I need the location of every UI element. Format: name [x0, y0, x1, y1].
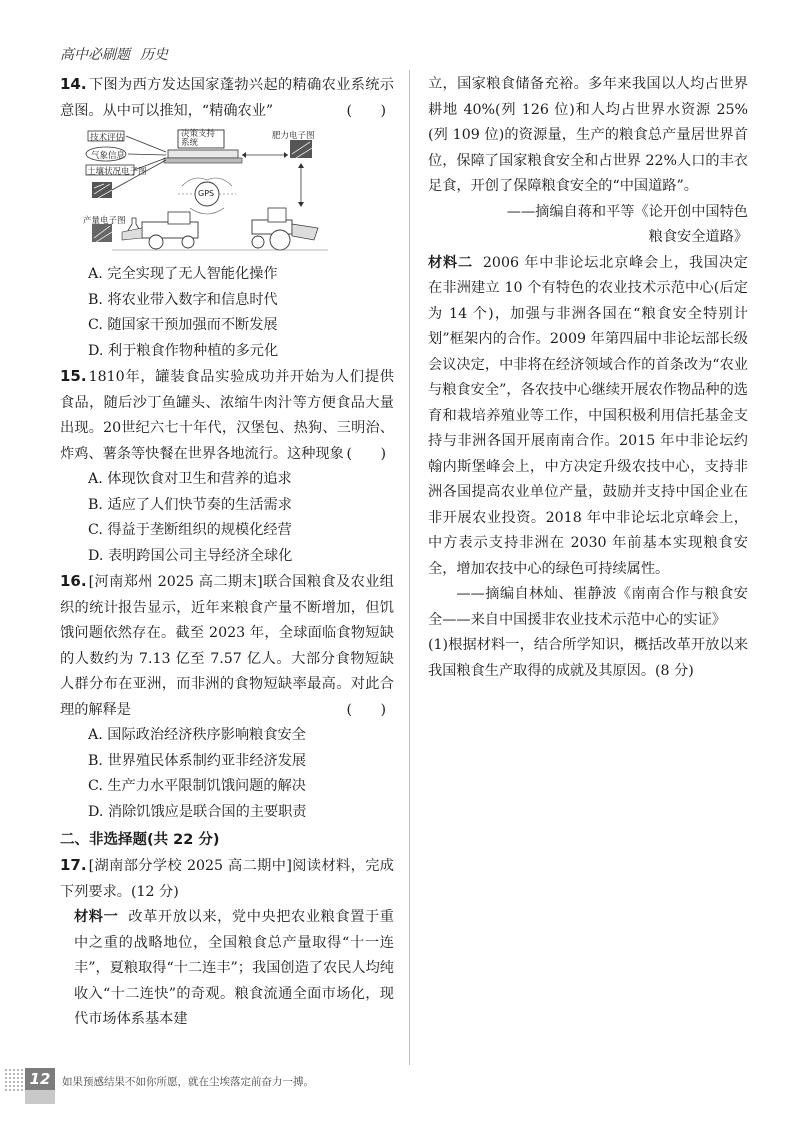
footer-motto: 如果预感结果不如你所愿，就在尘埃落定前奋力一搏。: [62, 1076, 314, 1088]
material-2-source: ——摘编自林灿、崔静波《南南合作与粮食安全——来自中国援非农业技术示范中心的实证》: [428, 586, 748, 628]
question-17: [60, 853, 394, 1033]
book-title: 高中必刷题: [60, 47, 130, 63]
answer-bracket: ( ): [346, 102, 386, 119]
material-1-source-line-1: ——摘编自蒋和平等《论开创中国特色: [506, 203, 748, 220]
question-17-stem: 17. [湖南部分学校 2025 高二期中]阅读材料，完成下列要求。(12 分): [60, 856, 394, 900]
question-number: 15.: [60, 367, 87, 385]
option-a: A. 体现饮食对卫生和营养的追求: [88, 471, 292, 487]
option-d: D. 利于粮食作物种植的多元化: [88, 342, 279, 359]
material-label: 材料二: [428, 254, 473, 271]
left-column: [60, 72, 394, 1033]
running-header: [60, 44, 168, 64]
label-tech-eval: 技术评估: [90, 133, 125, 143]
label-yield-map: 产量电子图: [83, 216, 126, 226]
question-number: 14.: [60, 75, 87, 93]
option-b: B. 适应了人们快节奏的生活需求: [88, 496, 292, 513]
section-title: 二、非选择题(共 22 分): [60, 832, 220, 848]
option-c: C. 生产力水平限制饥饿问题的解决: [88, 778, 306, 794]
footer-dot-pattern: [4, 1068, 24, 1092]
option-c: C. 得益于垄断组织的规模化经营: [88, 522, 292, 538]
question-16-stem: 16. [河南郑州 2025 高二期末]联合国粮食及农业组织的统计报告显示，近年来粮食产量不断增加，但饥饿问题依然存在。截至 2023 年，全球面临食物短缺的人数约为 7.13 亿至 7.57 亿人。大部分食物短缺人群分布在亚洲，而非洲的食物短缺率最高。对此合理的解释是 ( ): [60, 569, 394, 723]
question-15: [60, 364, 394, 569]
label-weather: 气象信息: [91, 151, 126, 161]
right-column: [428, 72, 748, 684]
column-divider: [409, 70, 410, 1065]
label-dss: 决策支持系统: [181, 129, 216, 148]
precision-agriculture-diagram: [82, 128, 332, 256]
sub-question-1: (1)根据材料一，结合所学知识，概括改革开放以来我国粮食生产取得的成就及其原因。(8 分): [428, 637, 748, 679]
material-2: 材料二 2006 年中非论坛北京峰会上，我国决定在非洲建立 10 个有特色的农业技术示范中心(后定为 14 个)，加强与非洲各国在“粮食安全特别计划”框架内的合作。2009 年第四届中非论坛部长级会议决定，中非将在经济领域合作的首条改为“农业与粮食安全”，各农技中心继续开展农作物品种的选育和栽培养殖业等工作，中国积极利用信托基金支持与非洲各国开展南南合作。2015 年中非论坛约翰内斯堡峰会上，中方决定升级农技中心，支持非洲各国提高农业单位产量，鼓励并支持中国企业在非开展农业投资。2018 年中非论坛北京峰会上，中方表示支持非洲在 2030 年前基本实现粮食安全，增加农技中心的绿色可持续属性。: [428, 254, 748, 577]
option-a: A. 完全实现了无人智能化操作: [88, 266, 278, 282]
material-label: 材料一: [74, 909, 119, 925]
material-1-part-1: 材料一 改革开放以来，党中央把农业粮食置于重中之重的战略地位，全国粮食总产量取得“十一连丰”，夏粮取得“十二连丰”；我国创造了农民人均纯收入“十二连快”的奇观。粮食流通全面市场化，现代市场体系基本建: [74, 909, 394, 1027]
question-15-stem: 15. 1810年，罐装食品实验成功并开始为人们提供食品，随后沙丁鱼罐头、浓缩牛肉汁等方便食品大量出现。20世纪六七十年代，汉堡包、热狗、三明治、炸鸡、薯条等快餐在世界各地流行。这种现象 ( ): [60, 364, 394, 467]
label-gps: GPS: [198, 189, 215, 198]
question-number: 17.: [60, 856, 87, 874]
question-number: 16.: [60, 572, 87, 590]
question-14: [60, 72, 394, 364]
material-1-part-2: 立，国家粮食储备充裕。多年来我国以人均占世界耕地 40%(列 126 位)和人均占世界水资源 25%(列 109 位)的资源量，生产的粮食总产量居世界首位，保障了国家粮食安全和占世界 22%人口的丰衣足食，开创了保障粮食安全的“中国道路”。: [428, 76, 748, 194]
question-16: [60, 569, 394, 825]
footer-decoration: [25, 1090, 55, 1104]
answer-bracket: ( ): [346, 701, 386, 718]
page-number: 12: [25, 1068, 55, 1090]
subject-label: 历史: [140, 47, 168, 63]
option-c: C. 随国家干预加强而不断发展: [88, 317, 278, 333]
option-b: B. 世界殖民体系制约亚非经济发展: [88, 752, 307, 769]
label-soil-map: 土壤状况电子图: [87, 167, 147, 177]
question-14-stem: 14. 下图为西方发达国家蓬勃兴起的精确农业系统示意图。从中可以推知，“精确农业” ( ): [60, 72, 394, 124]
option-d: D. 表明跨国公司主导经济全球化: [88, 547, 293, 564]
label-fert-map: 肥力电子图: [272, 131, 315, 141]
option-a: A. 国际政治经济秩序影响粮食安全: [88, 727, 306, 743]
answer-bracket: ( ): [346, 445, 386, 462]
option-d: D. 消除饥饿应是联合国的主要职责: [88, 803, 307, 820]
option-b: B. 将农业带入数字和信息时代: [88, 291, 278, 308]
material-1-source-line-2: 粮食安全道路》: [648, 229, 748, 245]
